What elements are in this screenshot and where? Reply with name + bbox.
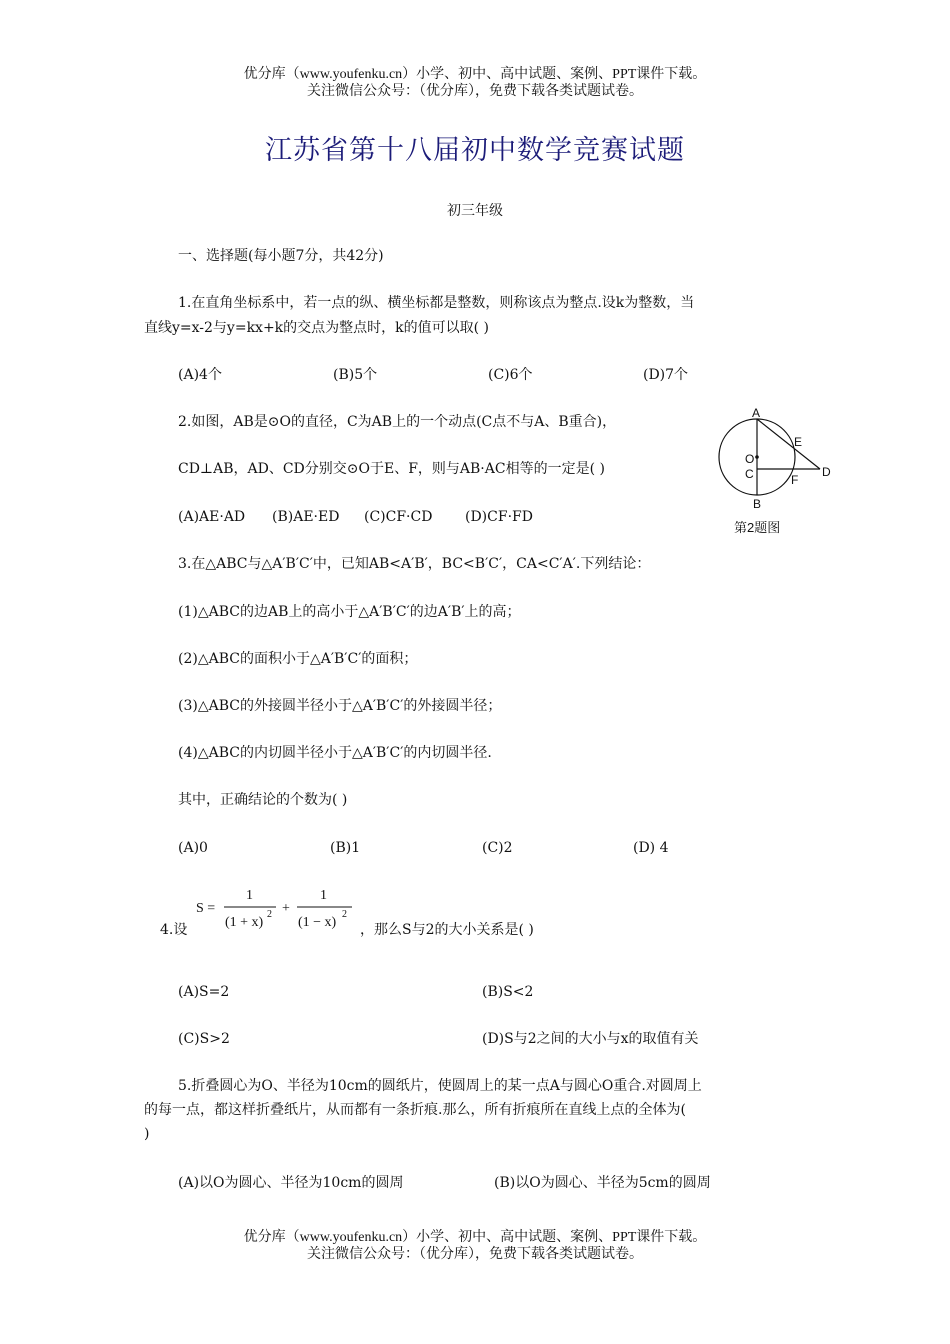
q1-option-b: (B)5个: [333, 367, 378, 383]
q3-option-a: (A)0: [178, 840, 208, 856]
formula-plus: +: [282, 901, 290, 916]
header-line-2: 关注微信公众号：（优分库），免费下载各类试题试卷。: [307, 84, 643, 99]
formula-den1: (1 + x): [225, 915, 264, 930]
footer-line-1: 优分库（www.youfenku.cn）小学、初中、高中试题、案例、PPT课件下载。: [243, 1230, 707, 1245]
q4-prefix: 4.设: [160, 922, 188, 938]
q3-statement-1: (1)△ABC的边AB上的高小于△A′B′C′的边A′B′上的高；: [178, 604, 521, 620]
q1-option-a: (A)4个: [178, 367, 222, 383]
q2-line1: 2.如图，AB是⊙O的直径，C为AB上的一个动点(C点不与A、B重合)，: [178, 414, 617, 430]
footer-line-2: 关注微信公众号：（优分库），免费下载各类试题试卷。: [307, 1247, 643, 1262]
q2-line2: CD⊥AB，AD、CD分别交⊙O于E、F，则与AB·AC相等的一定是( ): [178, 461, 605, 477]
q4-option-a: (A)S=2: [178, 984, 230, 1000]
q2-option-d: (D)CF·FD: [465, 509, 533, 525]
page-title: 江苏省第十八届初中数学竞赛试题: [265, 135, 685, 166]
q3-option-d: (D) 4: [633, 840, 669, 856]
q2-figure: [712, 404, 840, 540]
grade-label: 初三年级: [447, 203, 503, 219]
formula-num2: 1: [320, 888, 327, 903]
q2-option-a: (A)AE·AD: [178, 509, 246, 525]
label-c: C: [745, 467, 754, 481]
label-o: O: [745, 452, 755, 466]
q5-line2: 的每一点，都这样折叠纸片，从而都有一条折痕.那么，所有折痕所在直线上点的全体为(: [144, 1102, 686, 1118]
q5-line3: ): [144, 1126, 150, 1142]
q3-line1: 3.在△ABC与△A′B′C′中，已知AB<A′B′，BC<B′C′，CA<C′A′.下列结论：: [178, 556, 651, 572]
label-f: F: [791, 473, 799, 487]
q2-option-c: (C)CF·CD: [364, 509, 433, 525]
label-d: D: [822, 465, 831, 479]
q4-option-b: (B)S<2: [482, 984, 534, 1000]
label-e: E: [794, 435, 803, 449]
q4-option-c: (C)S>2: [178, 1031, 230, 1047]
q5-option-b: (B)以O为圆心、半径为5cm的圆周: [494, 1175, 711, 1191]
q3-option-b: (B)1: [330, 840, 361, 856]
formula-num1: 1: [246, 888, 253, 903]
q4-formula: [194, 882, 358, 938]
q3-statement-3: (3)△ABC的外接圆半径小于△A′B′C′的外接圆半径；: [178, 698, 502, 714]
q4-option-d: (D)S与2之间的大小与x的取值有关: [482, 1031, 699, 1047]
q5-line1: 5.折叠圆心为O、半径为10cm的圆纸片，使圆周上的某一点A与圆心O重合.对圆周上: [178, 1078, 702, 1094]
page-header: [0, 66, 950, 100]
q3-statement-2: (2)△ABC的面积小于△A′B′C′的面积；: [178, 651, 418, 667]
q4-suffix: ，那么S与2的大小关系是( ): [360, 922, 534, 938]
q1-option-c: (C)6个: [488, 367, 533, 383]
label-b: B: [753, 497, 762, 511]
q5-option-a: (A)以O为圆心、半径为10cm的圆周: [178, 1175, 404, 1191]
q1-line2: 直线y=x-2与y=kx+k的交点为整点时，k的值可以取( ): [144, 320, 490, 336]
center-point: [755, 455, 759, 459]
q3-option-c: (C)2: [482, 840, 513, 856]
label-a: A: [752, 406, 761, 420]
header-line-1: 优分库（www.youfenku.cn）小学、初中、高中试题、案例、PPT课件下载。: [243, 67, 707, 82]
q1-option-d: (D)7个: [643, 367, 689, 383]
page-footer: [0, 1229, 950, 1263]
formula-den2: (1 − x): [298, 915, 337, 930]
line-ad: [757, 419, 820, 469]
q3-question: 其中，正确结论的个数为( ): [178, 792, 348, 808]
q1-line1: 1.在直角坐标系中，若一点的纵、横坐标都是整数，则称该点为整点.设k为整数，当: [178, 295, 695, 311]
formula-lhs: S =: [196, 901, 216, 916]
formula-exp1: 2: [267, 909, 272, 920]
q3-statement-4: (4)△ABC的内切圆半径小于△A′B′C′的内切圆半径.: [178, 745, 492, 761]
q2-option-b: (B)AE·ED: [272, 509, 340, 525]
figure-caption: 第2题图: [734, 520, 781, 535]
section-heading: 一、选择题(每小题7分，共42分): [178, 248, 384, 264]
formula-exp2: 2: [342, 909, 347, 920]
